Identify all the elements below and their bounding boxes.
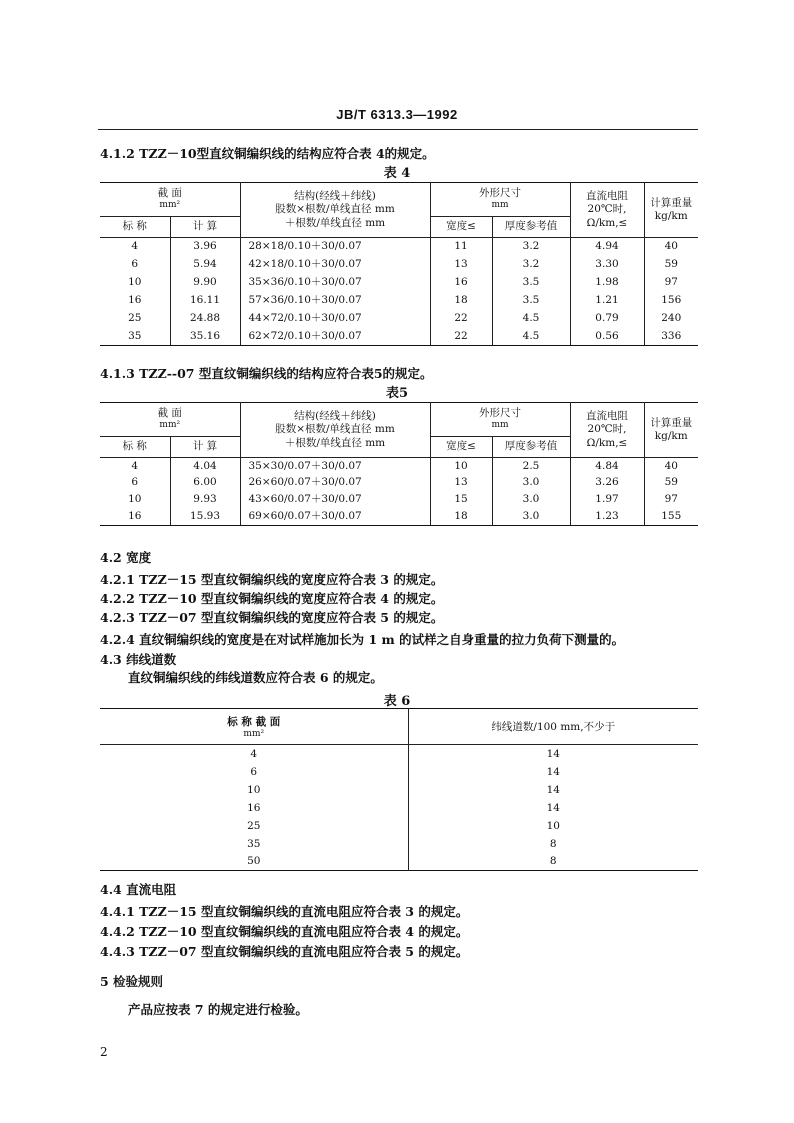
table-cell: 14 bbox=[408, 745, 698, 763]
thickness-header: 厚度参考值 bbox=[492, 437, 570, 458]
table-cell: 8 bbox=[408, 835, 698, 853]
table-cell: 3.0 bbox=[492, 492, 570, 509]
section-header: 截 面 mm² bbox=[100, 403, 240, 437]
table-cell: 4.5 bbox=[492, 310, 570, 328]
table6-caption: 表 6 bbox=[383, 694, 411, 709]
table-cell: 3.0 bbox=[492, 509, 570, 526]
table-row bbox=[100, 781, 698, 799]
table-cell: 16 bbox=[100, 292, 170, 310]
table-row bbox=[100, 292, 698, 310]
table-cell: 10 bbox=[247, 783, 261, 796]
table-cell: 35 bbox=[100, 328, 170, 346]
table-cell: 44×72/0.10＋30/0.07 bbox=[240, 310, 430, 328]
table-row bbox=[100, 328, 698, 346]
table-cell: 35.16 bbox=[170, 328, 240, 346]
table-row bbox=[100, 763, 698, 781]
table-cell: 97 bbox=[644, 274, 698, 292]
table-cell: 6 bbox=[100, 256, 170, 274]
table-cell: 11 bbox=[430, 238, 492, 256]
table-cell: 24.88 bbox=[170, 310, 240, 328]
clause-4-3: 4.3 纬线道数 bbox=[100, 652, 177, 667]
table-cell: 3.30 bbox=[570, 256, 644, 274]
table-cell: 22 bbox=[430, 310, 492, 328]
thickness-header: 厚度参考值 bbox=[492, 217, 570, 238]
width-header: 宽度≤ bbox=[430, 437, 492, 458]
table-cell: 50 bbox=[247, 855, 261, 868]
clause-4-1-2: 4.1.2 TZZ－10型直纹铜编织线的结构应符合表 4的规定。 bbox=[100, 146, 435, 161]
clause-4-3-text: 直纹铜编织线的纬线道数应符合表 6 的规定。 bbox=[128, 670, 383, 685]
table-cell: 16 bbox=[100, 509, 170, 526]
table-row bbox=[100, 817, 698, 835]
table-cell: 3.0 bbox=[492, 475, 570, 492]
clause-4-1-3: 4.1.3 TZZ--07 型直纹铜编织线的结构应符合表5的规定。 bbox=[100, 366, 433, 381]
table-cell: 28×18/0.10＋30/0.07 bbox=[240, 238, 430, 256]
table-cell: 10 bbox=[408, 817, 698, 835]
table-cell: 10 bbox=[430, 458, 492, 475]
width-header: 宽度≤ bbox=[430, 217, 492, 238]
table-cell: 155 bbox=[644, 509, 698, 526]
table-cell: 16 bbox=[430, 274, 492, 292]
table-row bbox=[100, 458, 698, 475]
table-cell: 42×18/0.10＋30/0.07 bbox=[240, 256, 430, 274]
table-cell: 15 bbox=[430, 492, 492, 509]
table-cell: 40 bbox=[644, 458, 698, 475]
weight-header: 计算重量 kg/km bbox=[644, 183, 698, 238]
table-cell: 2.5 bbox=[492, 458, 570, 475]
table-cell: 25 bbox=[100, 310, 170, 328]
table-cell: 156 bbox=[644, 292, 698, 310]
table-cell: 59 bbox=[644, 256, 698, 274]
table-cell: 6 bbox=[100, 475, 170, 492]
table-cell: 9.90 bbox=[170, 274, 240, 292]
section-header: 截 面 mm² bbox=[100, 183, 240, 217]
dimension-header: 外形尺寸 mm bbox=[430, 183, 570, 217]
table-cell: 6.00 bbox=[170, 475, 240, 492]
table-cell: 59 bbox=[644, 475, 698, 492]
table-cell: 3.2 bbox=[492, 238, 570, 256]
section-5-heading: 5 检验规则 bbox=[100, 974, 164, 989]
table-cell: 97 bbox=[644, 492, 698, 509]
table-cell: 4 bbox=[100, 238, 170, 256]
nominal-header: 标 称 bbox=[100, 437, 170, 458]
table-row bbox=[100, 256, 698, 274]
table-cell: 14 bbox=[408, 781, 698, 799]
resistance-header: 直流电阻 20℃时, Ω/km,≤ bbox=[570, 183, 644, 238]
table-cell: 35 bbox=[247, 837, 261, 850]
clause-4-2-3: 4.2.3 TZZ－07 型直纹铜编织线的宽度应符合表 5 的规定。 bbox=[100, 610, 444, 625]
structure-header: 结构(经线＋纬线) 股数×根数/单线直径 mm ＋根数/单线直径 mm bbox=[240, 183, 430, 238]
table-row bbox=[100, 509, 698, 526]
table-cell: 22 bbox=[430, 328, 492, 346]
table-cell: 40 bbox=[644, 238, 698, 256]
table-cell: 13 bbox=[430, 475, 492, 492]
table-row bbox=[100, 853, 698, 871]
table-cell: 3.26 bbox=[570, 475, 644, 492]
table-cell: 4.04 bbox=[170, 458, 240, 475]
table-cell: 18 bbox=[430, 509, 492, 526]
clause-4-4-2: 4.4.2 TZZ－10 型直纹铜编织线的直流电阻应符合表 4 的规定。 bbox=[100, 924, 469, 939]
table-cell: 16.11 bbox=[170, 292, 240, 310]
table-cell: 8 bbox=[408, 853, 698, 871]
t6-weft-header: 纬线道数/100 mm,不少于 bbox=[408, 709, 698, 745]
table-cell: 240 bbox=[644, 310, 698, 328]
table-row bbox=[100, 310, 698, 328]
table-row bbox=[100, 835, 698, 853]
table-5 bbox=[100, 402, 698, 526]
table-cell: 0.56 bbox=[570, 328, 644, 346]
table-cell: 26×60/0.07＋30/0.07 bbox=[240, 475, 430, 492]
table-cell: 4.94 bbox=[570, 238, 644, 256]
table-cell: 336 bbox=[644, 328, 698, 346]
calc-header: 计 算 bbox=[170, 217, 240, 238]
structure-header: 结构(经线＋纬线) 股数×根数/单线直径 mm ＋根数/单线直径 mm bbox=[240, 403, 430, 458]
table-cell: 4.5 bbox=[492, 328, 570, 346]
table-cell: 3.96 bbox=[170, 238, 240, 256]
table-cell: 6 bbox=[250, 765, 258, 778]
clause-4-2-4: 4.2.4 直纹铜编织线的宽度是在对试样施加长为 1 m 的试样之自身重量的拉力负荷下测量的。 bbox=[100, 632, 625, 647]
resistance-header: 直流电阻 20℃时, Ω/km,≤ bbox=[570, 403, 644, 458]
table-cell: 4.84 bbox=[570, 458, 644, 475]
table-cell: 13 bbox=[430, 256, 492, 274]
clause-4-2-2: 4.2.2 TZZ－10 型直纹铜编织线的宽度应符合表 4 的规定。 bbox=[100, 591, 444, 606]
table-cell: 69×60/0.07＋30/0.07 bbox=[240, 509, 430, 526]
table-cell: 1.21 bbox=[570, 292, 644, 310]
t6-section-header: 标 称 截 面 mm² bbox=[227, 716, 281, 739]
table5-caption: 表5 bbox=[385, 386, 409, 401]
table-cell: 10 bbox=[100, 274, 170, 292]
table-row bbox=[100, 799, 698, 817]
table-cell: 43×60/0.07＋30/0.07 bbox=[240, 492, 430, 509]
header-rule bbox=[98, 129, 698, 130]
table-row bbox=[100, 745, 698, 763]
table-6 bbox=[100, 708, 698, 871]
table-cell: 10 bbox=[100, 492, 170, 509]
table-cell: 5.94 bbox=[170, 256, 240, 274]
table-cell: 1.23 bbox=[570, 509, 644, 526]
clause-4-4: 4.4 直流电阻 bbox=[100, 882, 177, 897]
table-cell: 3.5 bbox=[492, 274, 570, 292]
table-row bbox=[100, 492, 698, 509]
table-cell: 9.93 bbox=[170, 492, 240, 509]
table-cell: 4 bbox=[250, 747, 258, 760]
section-5-text: 产品应按表 7 的规定进行检验。 bbox=[128, 1002, 308, 1017]
table-cell: 14 bbox=[408, 799, 698, 817]
table-cell: 35×36/0.10＋30/0.07 bbox=[240, 274, 430, 292]
table-cell: 57×36/0.10＋30/0.07 bbox=[240, 292, 430, 310]
table-cell: 1.97 bbox=[570, 492, 644, 509]
weight-header: 计算重量 kg/km bbox=[644, 403, 698, 458]
table-cell: 4 bbox=[100, 458, 170, 475]
table-cell: 1.98 bbox=[570, 274, 644, 292]
table-cell: 15.93 bbox=[170, 509, 240, 526]
table-cell: 0.79 bbox=[570, 310, 644, 328]
table-cell: 3.2 bbox=[492, 256, 570, 274]
table-row bbox=[100, 238, 698, 256]
page-number: 2 bbox=[100, 1045, 108, 1059]
table-cell: 16 bbox=[247, 801, 261, 814]
clause-4-4-1: 4.4.1 TZZ－15 型直纹铜编织线的直流电阻应符合表 3 的规定。 bbox=[100, 904, 469, 919]
table4-caption: 表 4 bbox=[383, 166, 411, 181]
table-cell: 3.5 bbox=[492, 292, 570, 310]
clause-4-4-3: 4.4.3 TZZ－07 型直纹铜编织线的直流电阻应符合表 5 的规定。 bbox=[100, 944, 469, 959]
document-header: JB/T 6313.3—1992 bbox=[336, 107, 458, 122]
table-row bbox=[100, 274, 698, 292]
clause-4-2: 4.2 宽度 bbox=[100, 550, 152, 565]
calc-header: 计 算 bbox=[170, 437, 240, 458]
clause-4-2-1: 4.2.1 TZZ－15 型直纹铜编织线的宽度应符合表 3 的规定。 bbox=[100, 572, 444, 587]
table-cell: 14 bbox=[408, 763, 698, 781]
dimension-header: 外形尺寸 mm bbox=[430, 403, 570, 437]
table-row bbox=[100, 475, 698, 492]
table-cell: 62×72/0.10＋30/0.07 bbox=[240, 328, 430, 346]
table-cell: 25 bbox=[247, 819, 261, 832]
nominal-header: 标 称 bbox=[100, 217, 170, 238]
table-cell: 18 bbox=[430, 292, 492, 310]
table-4 bbox=[100, 182, 698, 346]
table-cell: 35×30/0.07＋30/0.07 bbox=[240, 458, 430, 475]
